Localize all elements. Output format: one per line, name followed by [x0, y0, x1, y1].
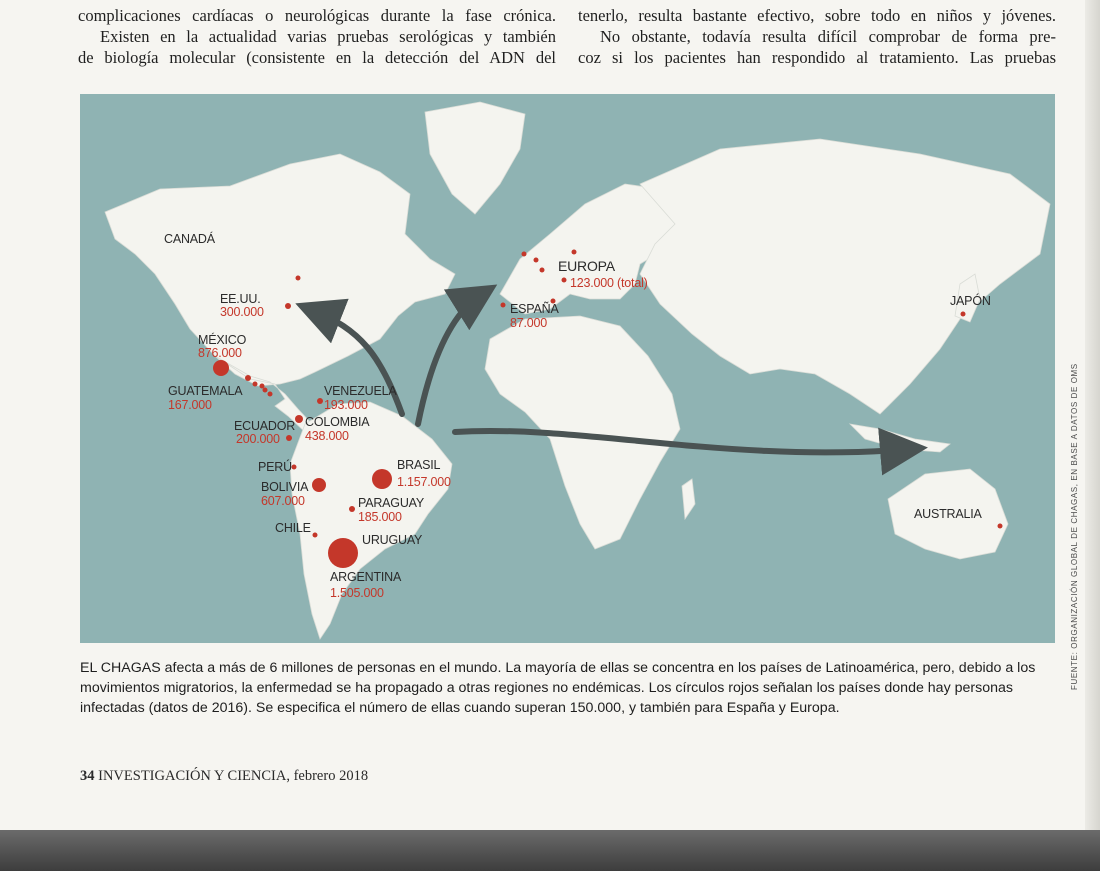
publication-name: INVESTIGACIÓN Y CIENCIA, febrero 2018 [98, 768, 369, 784]
label-paraguay: PARAGUAY [358, 496, 425, 510]
article-line: Existen en la actualidad varias pruebas serológicas y también [100, 27, 556, 46]
marker-venezuela [317, 398, 323, 404]
label-argentina: ARGENTINA [330, 570, 402, 584]
article-right-column [578, 5, 1056, 68]
world-map [80, 94, 1055, 643]
source-credit: FUENTE: ORGANIZACIÓN GLOBAL DE CHAGAS, EN BASE A DATOS DE OMS [1070, 363, 1079, 690]
label-espana: ESPAÑA [510, 302, 559, 316]
article-line: tenerlo, resulta bastante efectivo, sobre todo en niños y jóvenes. [578, 6, 1056, 25]
marker-bolivia [312, 478, 326, 492]
label-colombia: COLOMBIA [305, 415, 370, 429]
marker-argentina [328, 538, 358, 568]
label-argentina-num: 1.505.000 [330, 586, 384, 600]
asia-landmass [640, 139, 1050, 414]
map-caption [80, 658, 1055, 718]
label-eeuu-num: 300.000 [220, 305, 264, 319]
label-guatemala-num: 167.000 [168, 398, 212, 412]
map-graphic [80, 94, 1055, 643]
marker-guatemala [245, 375, 251, 381]
label-bolivia: BOLIVIA [261, 480, 309, 494]
label-venezuela-num: 193.000 [324, 398, 368, 412]
marker-ecuador [286, 435, 292, 441]
marker-europa-5 [562, 278, 567, 283]
label-australia: AUSTRALIA [914, 507, 982, 521]
scan-bottom-band [0, 830, 1100, 871]
label-venezuela: VENEZUELA [324, 384, 397, 398]
label-uruguay: URUGUAY [362, 533, 423, 547]
marker-europa-2 [534, 258, 539, 263]
label-ecuador: ECUADOR [234, 419, 296, 433]
label-brasil: BRASIL [397, 458, 441, 472]
marker-brasil [372, 469, 392, 489]
marker-europa-1 [522, 252, 527, 257]
page-footer [80, 768, 368, 785]
label-ecuador-num: 200.000 [236, 432, 280, 446]
marker-europa-4 [572, 250, 577, 255]
article-line: de biología molecular (consistente en la detección del ADN del [78, 48, 556, 67]
caption-lead: EL CHAGAS [80, 660, 161, 676]
label-mexico: MÉXICO [198, 333, 247, 347]
marker-australia [998, 524, 1003, 529]
marker-chile [313, 533, 318, 538]
marker-eeuu-2 [296, 276, 301, 281]
north-america-landmass [105, 154, 455, 386]
label-paraguay-num: 185.000 [358, 510, 402, 524]
article-left-column [78, 5, 556, 68]
label-europa: EUROPA [558, 258, 615, 274]
label-bolivia-num: 607.000 [261, 494, 305, 508]
marker-europa-3 [540, 268, 545, 273]
label-europa-num: 123.000 (total) [570, 276, 648, 290]
article-line: complicaciones cardíacas o neurológicas durante la fase crónica. [78, 6, 556, 25]
article-line: coz si los pacientes han respondido al tratamiento. Las pruebas [578, 48, 1056, 67]
greenland-landmass [425, 102, 525, 214]
label-chile: CHILE [275, 521, 311, 535]
marker-espana [501, 303, 506, 308]
label-eeuu: EE.UU. [220, 292, 261, 306]
article-line: No obstante, todavía resulta difícil comprobar de forma pre- [600, 27, 1056, 46]
label-espana-num: 87.000 [510, 316, 548, 330]
label-mexico-num: 876.000 [198, 346, 242, 360]
marker-eeuu [285, 303, 291, 309]
marker-peru [292, 465, 297, 470]
marker-ca-3 [263, 388, 268, 393]
label-brasil-num: 1.157.000 [397, 475, 451, 489]
label-canada: CANADÁ [164, 232, 215, 246]
marker-paraguay [349, 506, 355, 512]
label-peru: PERÚ [258, 460, 292, 474]
marker-japon [961, 312, 966, 317]
marker-ca-2 [260, 384, 265, 389]
marker-ca-4 [268, 392, 273, 397]
arrow-to-europe [418, 294, 482, 424]
marker-colombia [295, 415, 303, 423]
label-guatemala: GUATEMALA [168, 384, 243, 398]
page-number: 34 [80, 768, 95, 784]
marker-ca-1 [253, 382, 258, 387]
madagascar-landmass [682, 479, 695, 519]
label-colombia-num: 438.000 [305, 429, 349, 443]
page-edge [1085, 0, 1100, 830]
caption-text: afecta a más de 6 millones de personas en el mundo. La mayoría de ellas se concentra en los países de Latinoamérica, pero, debido a los movimientos migratorios, la enfermedad se ha propagado a otras regiones no endémicas. Los círculos rojos señalan los países donde hay personas infectadas (datos de 2016). Se especifica el número de ellas cuando superan 150.000, y también para España y Europa. [80, 660, 1036, 716]
marker-mexico [213, 360, 229, 376]
arrow-to-australia [455, 431, 910, 452]
label-japon: JAPÓN [950, 294, 991, 308]
